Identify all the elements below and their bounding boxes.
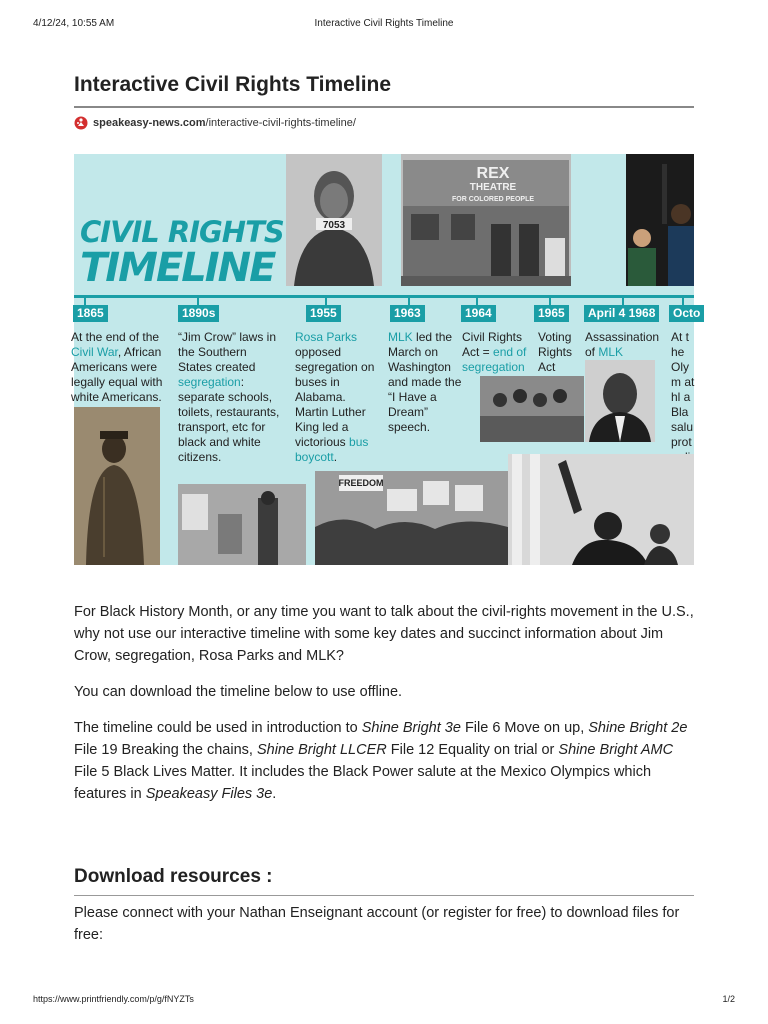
- highlight-term: Rosa Parks: [295, 330, 358, 344]
- civil-rights-act-signing-photo: [480, 376, 584, 442]
- book-title: Shine Bright 3e: [361, 720, 461, 736]
- download-resources-heading: Download resources :: [74, 864, 694, 896]
- source-line[interactable]: [74, 114, 694, 132]
- timeline-entry-text: MLK led the March on Washington and made the “I Have a Dream” speech.: [388, 330, 462, 434]
- highlight-term: MLK: [388, 330, 413, 344]
- segregated-fountain-photo: [178, 484, 306, 565]
- download-resources-text: Please connect with your Nathan Enseignant account (or register for free) to download files for free:: [74, 905, 680, 943]
- highlight-term: segregation: [178, 375, 241, 389]
- article-body: [74, 601, 694, 819]
- rex-sign: REX: [476, 165, 510, 182]
- print-page-number: 1/2: [722, 994, 735, 1004]
- civil-rights-timeline-image: [71, 154, 701, 565]
- timeline-entry-text: “Jim Crow” laws in the Southern States created segregation: separate schools, toilets, restaurants, transport, etc for black and white citizens.: [178, 330, 280, 464]
- timeline-date-badge: 1965: [534, 305, 569, 322]
- body-paragraph-3: The timeline could be used in introduction to Shine Bright 3e File 6 Move on up, Shine Bright 2e File 19 Breaking the chains, Shine Bright LLCER File 12 Equality on trial or Shine Bright AMC File 5 Black Lives Matter. It includes the Black Power salute at the Mexico Olympics which features in Speakeasy Files 3e.: [74, 720, 688, 802]
- mlk-portrait-photo: [585, 360, 655, 442]
- timeline-entry-text: At the Olym athl a Bla salu prot: [671, 330, 695, 449]
- timeline-date-badge: 1865: [73, 305, 108, 322]
- timeline-entry-text: Voting Rights Act: [538, 330, 573, 374]
- highlight-term: Civil War: [71, 345, 118, 359]
- speakeasy-logo-icon: [74, 116, 88, 130]
- timeline-date-badge: 1964: [461, 305, 496, 322]
- highlight-term: bus boycott: [295, 435, 369, 464]
- rex-theatre-sign: THEATRE: [469, 182, 517, 193]
- timeline-date-badge: April 4 1968: [584, 305, 659, 322]
- timeline-axis: [74, 295, 694, 298]
- article-header: [74, 70, 694, 132]
- source-domain[interactable]: speakeasy-news.com: [93, 117, 206, 129]
- timeline-entry-text: Rosa Parks opposed segregation on buses in Alabama. Martin Luther King led a victorious bus boycott.: [295, 330, 375, 464]
- book-title: Speakeasy Files 3e: [145, 786, 273, 802]
- timeline-entry-text: At the end of the Civil War, African Americans were legally equal with white Americans.: [71, 330, 163, 404]
- timeline-entry-text: Assassination of MLK: [585, 330, 660, 359]
- print-footer-url[interactable]: https://www.printfriendly.com/p/g/fNYZTs: [33, 994, 194, 1004]
- timeline-entry-text: Civil Rights Act = end of segregation: [462, 330, 527, 374]
- print-title: Interactive Civil Rights Timeline: [314, 18, 454, 29]
- timeline-date-badge: 1890s: [178, 305, 219, 322]
- rosa-parks-mugshot-photo: [286, 154, 382, 286]
- highlight-term: end of segregation: [462, 345, 527, 374]
- rex-colored-sign: FOR COLORED PEOPLE: [451, 196, 535, 203]
- book-title: Shine Bright LLCER: [256, 742, 387, 758]
- source-path[interactable]: /interactive-civil-rights-timeline/: [205, 117, 356, 129]
- mlk-speech-photo: [508, 454, 694, 565]
- mugshot-number: 7053: [322, 220, 346, 231]
- timeline-date-badge: Octo: [669, 305, 704, 322]
- timeline-date-badge: 1955: [306, 305, 341, 322]
- print-footer: [33, 994, 735, 1008]
- march-on-washington-photo: [315, 471, 508, 565]
- print-header: [33, 18, 735, 32]
- civil-war-soldier-photo: [74, 407, 160, 565]
- timeline-heading-line2: TIMELINE: [80, 245, 275, 291]
- olympics-salute-photo: [626, 154, 694, 286]
- body-paragraph-1: For Black History Month, or any time you want to talk about the civil-rights movement in the U.S., why not use our interactive timeline with some key dates and succinct information about Jim Crow, segregation, Rosa Parks and MLK?: [74, 604, 694, 664]
- book-title: Shine Bright 2e: [588, 720, 688, 736]
- article-title: Interactive Civil Rights Timeline: [74, 70, 694, 108]
- timeline-heading-line1: CIVIL RIGHTS: [80, 215, 284, 249]
- timeline-date-badge: 1963: [390, 305, 425, 322]
- download-resources-section: [74, 864, 694, 946]
- print-datetime: 4/12/24, 10:55 AM: [33, 18, 115, 29]
- highlight-term: MLK: [598, 345, 624, 359]
- timeline-heading: [80, 215, 284, 291]
- body-paragraph-2: You can download the timeline below to use offline.: [74, 684, 403, 700]
- rex-theatre-photo: [401, 154, 571, 286]
- book-title: Shine Bright AMC: [558, 742, 674, 758]
- freedom-sign: FREEDOM: [338, 478, 384, 488]
